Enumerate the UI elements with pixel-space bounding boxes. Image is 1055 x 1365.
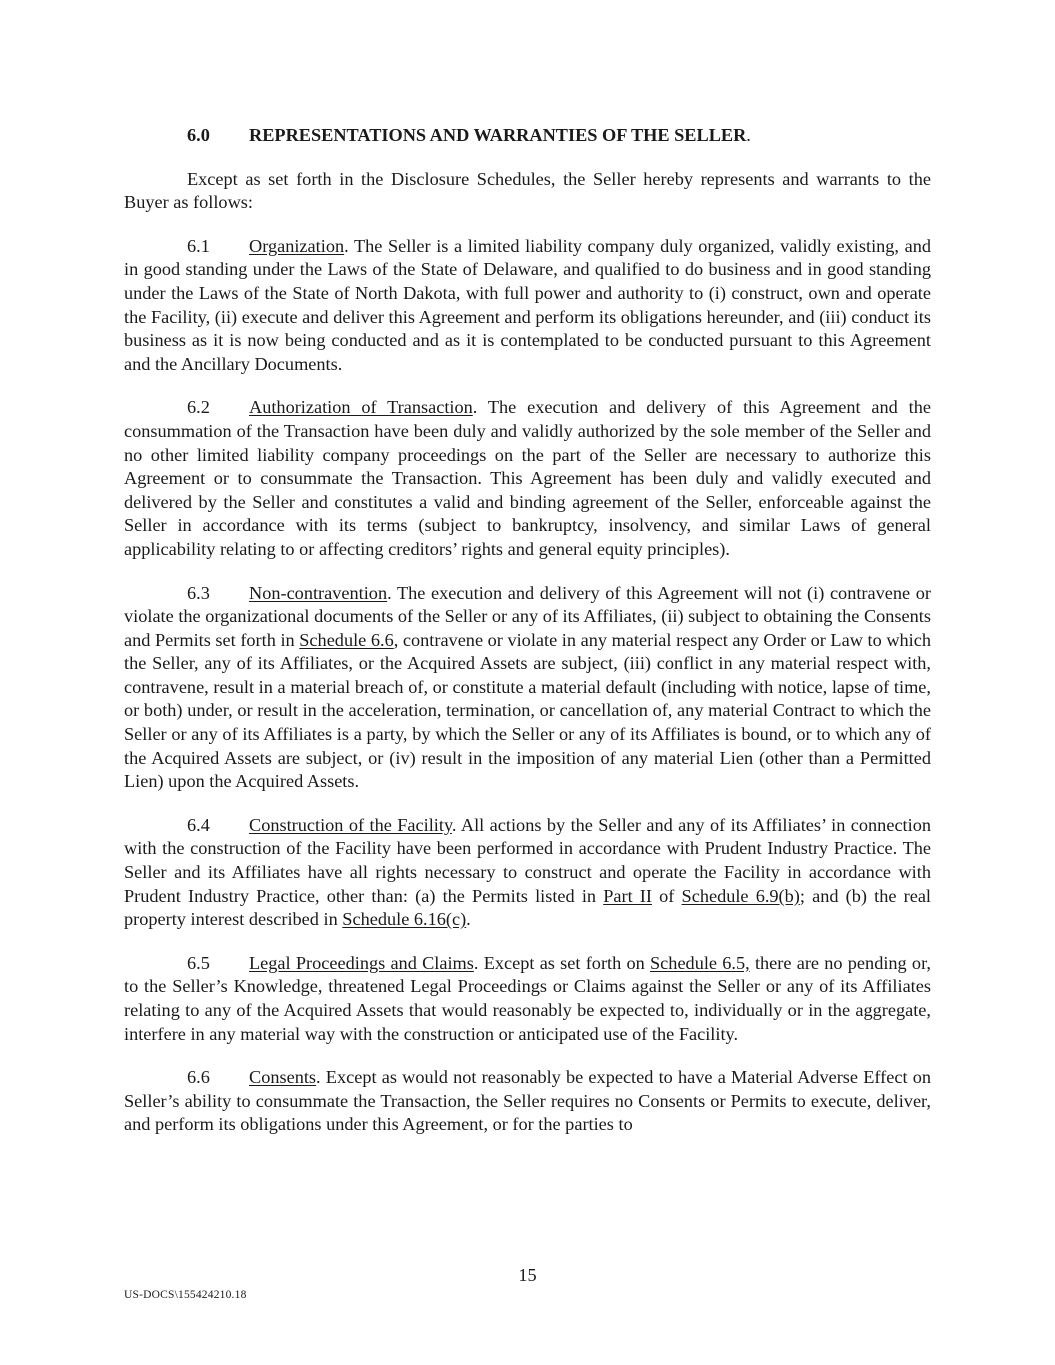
section-number: 6.2 [187,397,210,418]
section-text: . All actions by the Seller and any of its Affiliates’ in connection with the construction of the Facility have been performed in accordance with Prudent Industry Practice. The Seller and its Affiliates have all rights necessary to construct and operate the Facility in accordance with Prudent Industry Practice, other than: (a) the Permits listed in [124,814,931,906]
section-text: . The execution and delivery of this Agreement will not (i) contravene or violate the organizational documents of the Seller or any of its Affiliates, (ii) subject to obtaining the Consents and Permits set forth in [124,582,931,650]
section-number: 6.5 [187,952,210,973]
schedule-reference: Schedule 6.16(c) [342,909,467,930]
section-title: Non-contravention [249,582,388,603]
document-id: US-DOCS\155424210.18 [124,1289,247,1301]
schedule-reference: Schedule 6.6 [299,629,394,650]
section-text: , contravene or violate in any material respect any Order or Law to which the Seller, any of its Affiliates, or the Acquired Assets are subject, (iii) conflict in any material respect with, contravene, result in a material breach of, or constitute a material default (including with notice, lapse of time, or both) under, or result in the acceleration, termination, or cancellation of, any material Contract to which the Seller or any of its Affiliates is a party, by which the Seller or any of its Affiliates is bound, or to which any of the Acquired Assets are subject, or (iv) result in the imposition of any material Lien (other than a Permitted Lien) upon the Acquired Assets. [124,629,931,792]
section-title: Authorization of Transaction [249,397,473,418]
heading-period: . [746,125,751,145]
schedule-reference: Schedule 6.9(b) [681,885,800,906]
section-text: of [651,885,682,906]
heading-title: REPRESENTATIONS AND WARRANTIES OF THE SELLER [249,125,747,145]
section-text: . [466,909,471,930]
section-paragraph [124,396,931,561]
schedule-reference: Part II [603,885,652,906]
page-number: 15 [518,1265,537,1285]
section-title: Construction of the Facility [249,814,452,835]
section-number: 6.6 [187,1067,210,1088]
sections-list [124,235,931,1137]
section-paragraph [124,814,931,932]
section-text: . The Seller is a limited liability company duly organized, validly existing, and in good standing under the Laws of the State of Delaware, and qualified to do business and in good standing under the Laws of the State of North Dakota, with full power and authority to (i) construct, own and operate the Facility, (ii) execute and deliver this Agreement and perform its obligations hereunder, and (iii) conduct its business as it is now being conducted and as it is contemplated to be conducted pursuant to this Agreement and the Ancillary Documents. [124,235,931,374]
section-heading [124,124,931,148]
section-title: Organization [249,235,345,256]
heading-number: 6.0 [187,125,210,145]
section-text: there are no pending or, to the Seller’s Knowledge, threatened Legal Proceedings or Claims against the Seller or any of its Affiliates relating to any of the Acquired Assets that would reasonably be expected to, individually or in the aggregate, interfere in any material way with the construction or anticipated use of the Facility. [124,952,931,1044]
section-title: Consents [249,1067,317,1088]
section-text: . Except as set forth on [473,952,651,973]
section-text: ; and (b) the real property interest described in [124,885,932,930]
section-paragraph [124,1066,931,1137]
section-number: 6.3 [187,582,210,603]
section-text: . The execution and delivery of this Agreement and the consummation of the Transaction have been duly and validly authorized by the sole member of the Seller and no other limited liability company proceedings on the part of the Seller are necessary to authorize this Agreement or to consummate the Transaction. This Agreement has been duly and validly executed and delivered by the Seller and constitutes a valid and binding agreement of the Seller, enforceable against the Seller in accordance with its terms (subject to bankruptcy, insolvency, and similar Laws of general applicability relating to or affecting creditors’ rights and general equity principles). [124,397,931,559]
section-title: Legal Proceedings and Claims [249,952,474,973]
section-paragraph [124,952,931,1046]
section-number: 6.1 [187,235,210,256]
document-page [124,124,931,1157]
section-paragraph [124,582,931,794]
intro-paragraph: Except as set forth in the Disclosure Schedules, the Seller hereby represents and warrants to the Buyer as follows: [124,168,931,213]
schedule-reference: Schedule 6.5, [650,952,750,973]
section-paragraph [124,235,931,377]
section-number: 6.4 [187,814,210,835]
section-text: . Except as would not reasonably be expected to have a Material Adverse Effect on Seller’s ability to consummate the Transaction, the Seller requires no Consents or Permits to execute, deliver, and perform its obligations under this Agreement, or for the parties to [124,1067,931,1135]
